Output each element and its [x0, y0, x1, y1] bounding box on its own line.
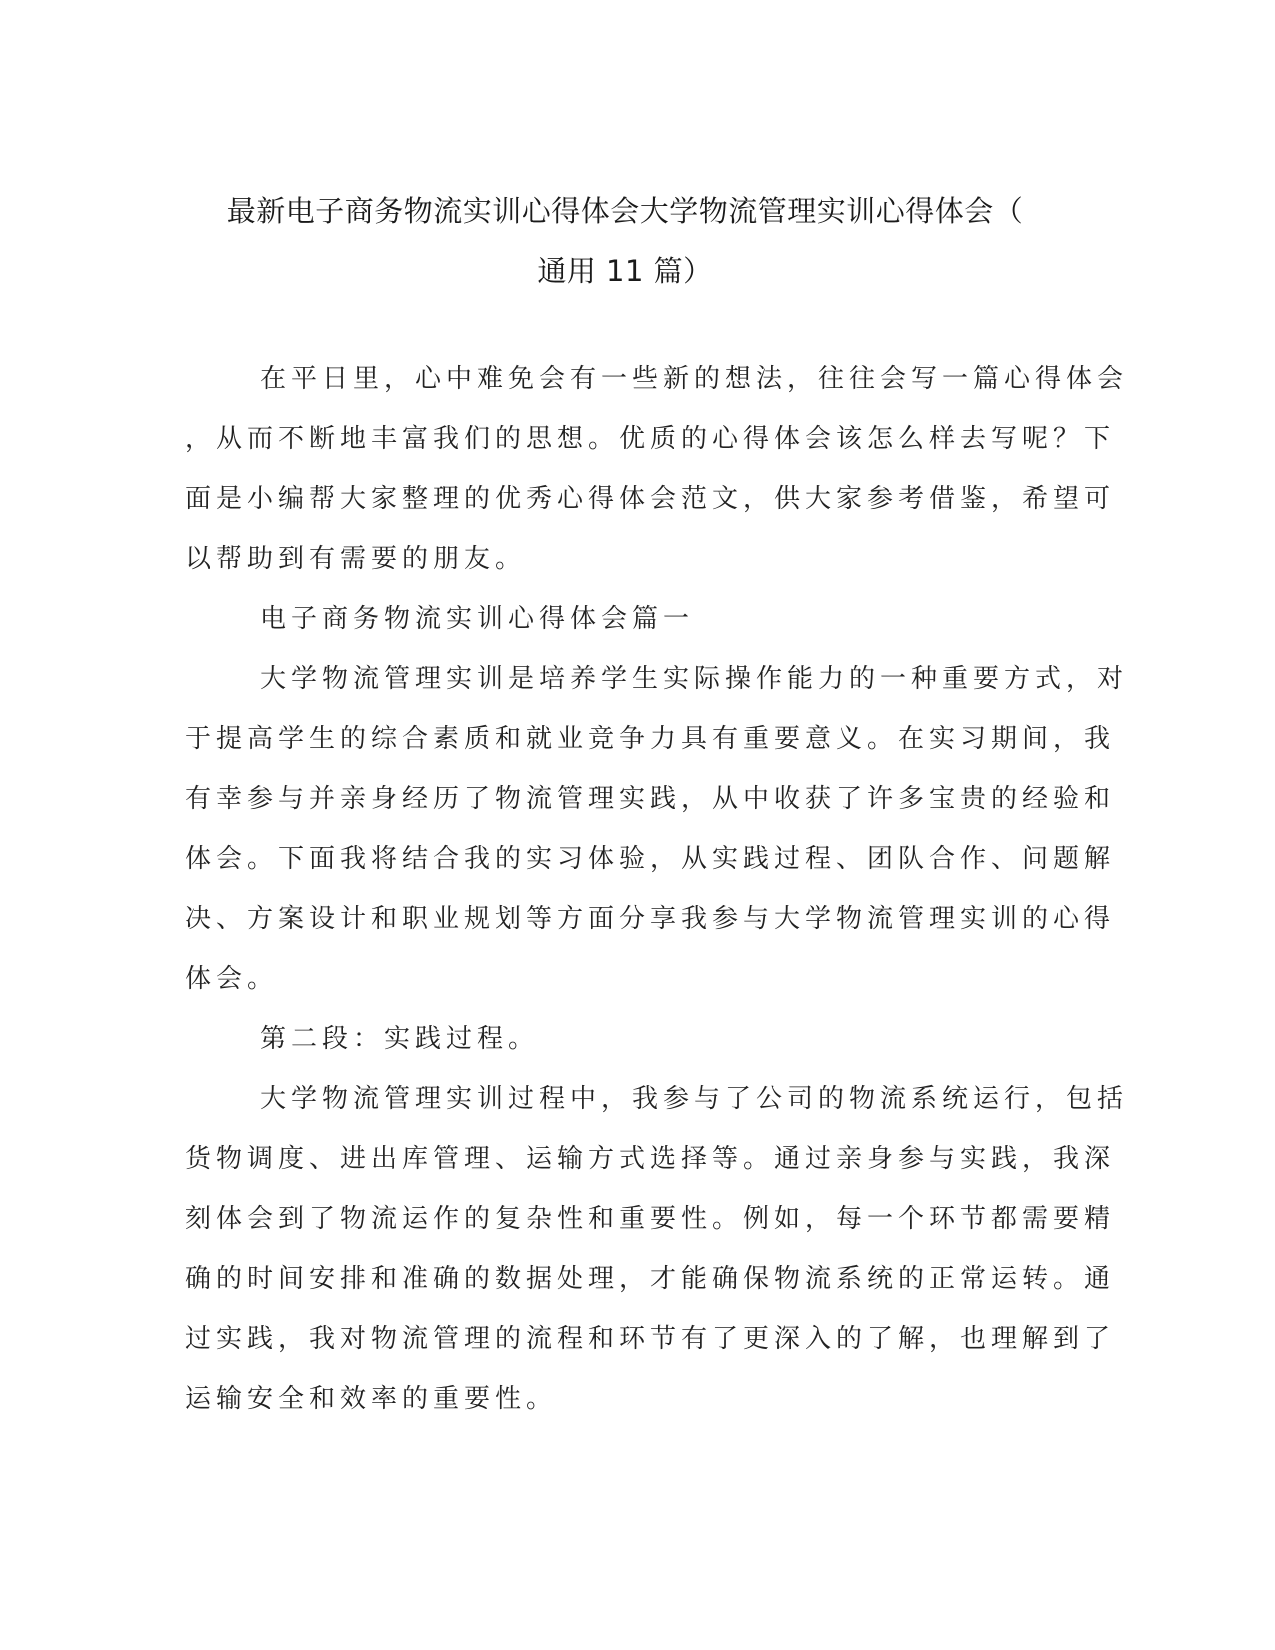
paragraph-line: 运输安全和效率的重要性。: [185, 1384, 558, 1414]
title-line: 最新电子商务物流实训心得体会大学物流管理实训心得体会（: [226, 194, 1024, 228]
paragraph-line: 以帮助到有需要的朋友。: [185, 544, 527, 574]
paragraph-line: ，从而不断地丰富我们的思想。优质的心得体会该怎么样去写呢？下: [185, 424, 1116, 454]
section-heading-1: [185, 589, 1085, 649]
paragraph-intro: [185, 349, 1129, 589]
paragraph-line: 刻体会到了物流运作的复杂性和重要性。例如，每一个环节都需要精: [185, 1204, 1116, 1234]
document-title: [160, 186, 1090, 306]
paragraph-line: 决、方案设计和职业规划等方面分享我参与大学物流管理实训的心得: [185, 904, 1116, 934]
section-heading: 第二段：实践过程。: [260, 1024, 540, 1054]
paragraph-line: 货物调度、进出库管理、运输方式选择等。通过亲身参与实践，我深: [185, 1144, 1116, 1174]
paragraph-first-section: [185, 649, 1129, 1009]
paragraph-line: 在平日里，心中难免会有一些新的想法，往往会写一篇心得体会: [260, 364, 1129, 394]
paragraph-line: 于提高学生的综合素质和就业竞争力具有重要意义。在实习期间，我: [185, 724, 1116, 754]
document-body: [185, 349, 1129, 1429]
paragraph-line: 体会。: [185, 964, 279, 994]
section-heading: 电子商务物流实训心得体会篇一: [260, 604, 695, 634]
paragraph-line: 大学物流管理实训过程中，我参与了公司的物流系统运行，包括: [260, 1084, 1129, 1114]
title-line: 通用 11 篇）: [537, 254, 713, 288]
paragraph-line: 有幸参与并亲身经历了物流管理实践，从中收获了许多宝贵的经验和: [185, 784, 1116, 814]
paragraph-line: 确的时间安排和准确的数据处理，才能确保物流系统的正常运转。通: [185, 1264, 1116, 1294]
paragraph-line: 体会。下面我将结合我的实习体验，从实践过程、团队合作、问题解: [185, 844, 1116, 874]
section-heading-2: [185, 1009, 1085, 1069]
paragraph-line: 面是小编帮大家整理的优秀心得体会范文，供大家参考借鉴，希望可: [185, 484, 1116, 514]
paragraph-line: 过实践，我对物流管理的流程和环节有了更深入的了解，也理解到了: [185, 1324, 1116, 1354]
paragraph-line: 大学物流管理实训是培养学生实际操作能力的一种重要方式，对: [260, 664, 1129, 694]
paragraph-practice-process: [185, 1069, 1129, 1429]
